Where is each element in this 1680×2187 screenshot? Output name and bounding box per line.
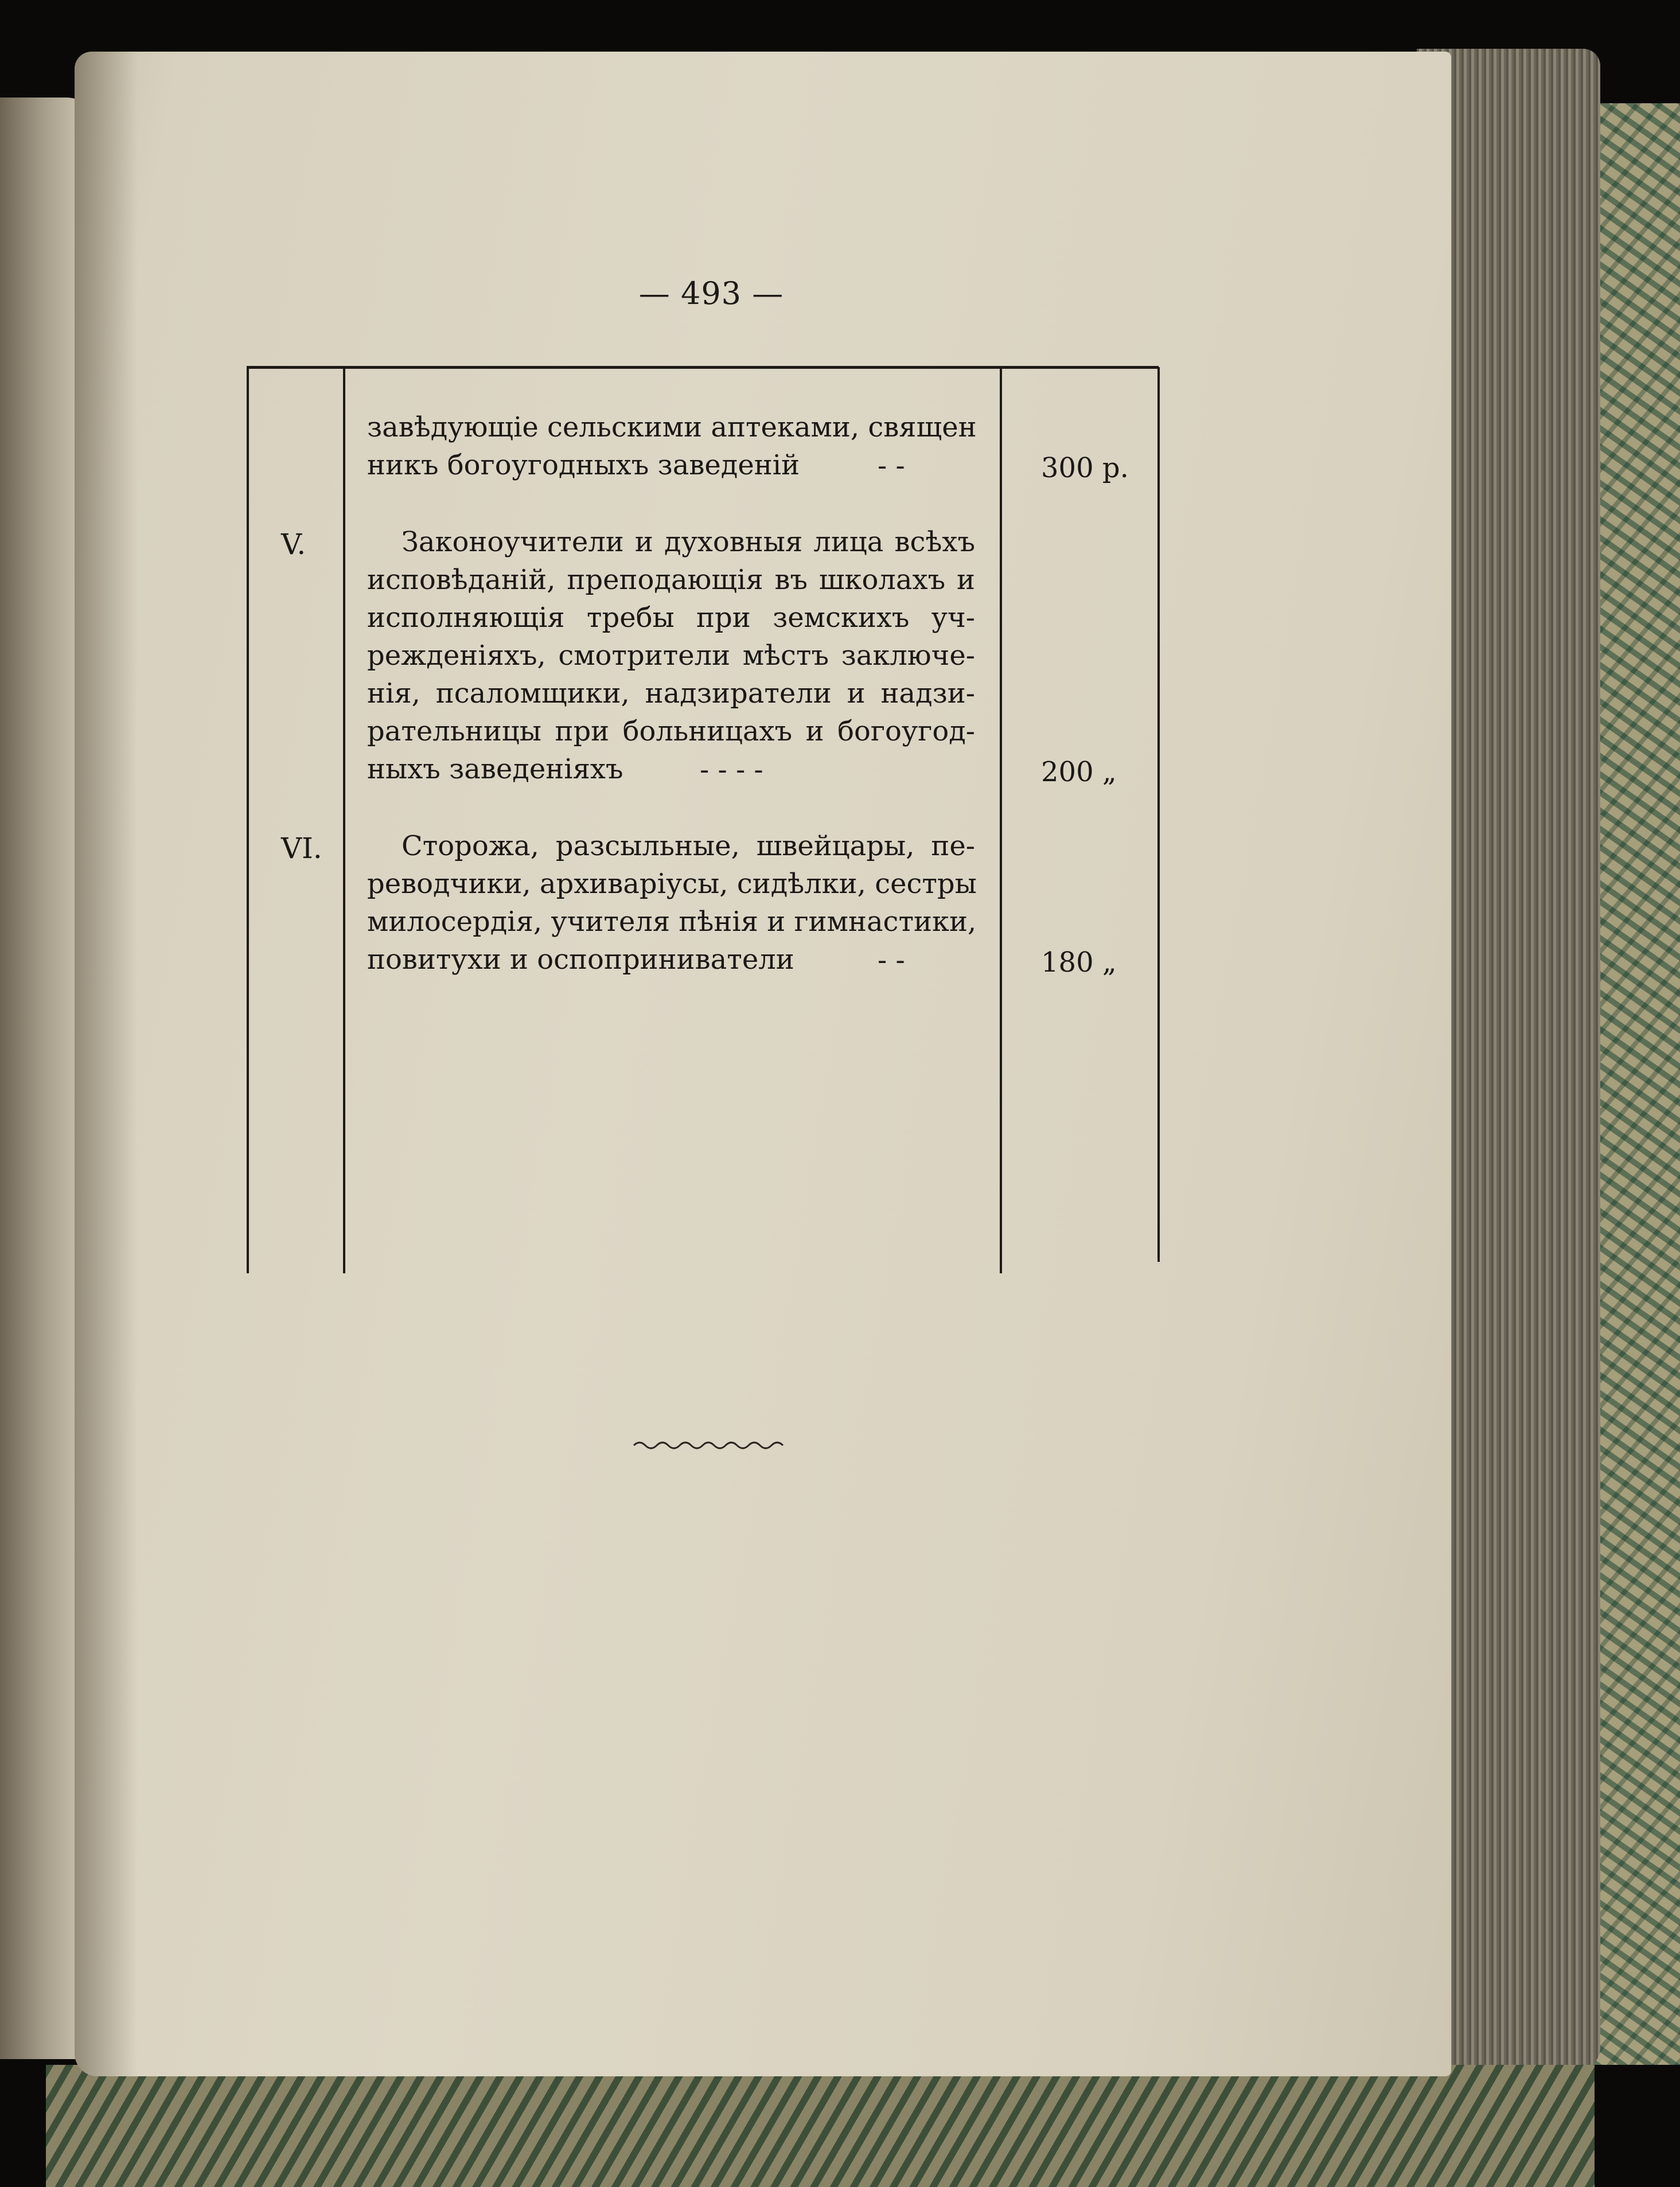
page-number: — 493 — (638, 275, 784, 311)
row-text-line: повитухи и оспоприниватели (367, 944, 794, 976)
row-text-line: милосердія, учителя пѣнія и гимнастики, (367, 906, 977, 938)
row-text-line: завѣдующіе сельскими аптеками, священ (367, 411, 977, 443)
row-text-line: Законоучители и духовныя лица всѣхъ (402, 526, 975, 558)
amount: 300 р. (1041, 452, 1129, 484)
row-text-line: никъ богоугодныхъ заведеній (367, 449, 800, 481)
table-border-roman (343, 367, 345, 1273)
amount: 180 „ (1041, 946, 1117, 979)
leader-dashes: - - (878, 450, 905, 482)
amount: 200 „ (1041, 756, 1117, 788)
leader-dashes: - - - - (700, 754, 763, 786)
table-border-amount (1000, 367, 1002, 1273)
leader-dashes: - - (878, 944, 905, 976)
row-text-line: реводчики, архиваріусы, сидѣлки, сестры (367, 868, 977, 900)
table-border-left (247, 367, 249, 1273)
book-page (75, 52, 1451, 2076)
row-text-line: исповѣданій, преподающія въ школахъ и (367, 564, 975, 596)
row-text-line: режденіяхъ, смотрители мѣстъ заключе- (367, 640, 975, 672)
row-text-line: исполняющія требы при земскихъ уч- (367, 602, 975, 634)
row-text-line: ныхъ заведеніяхъ (367, 753, 623, 785)
row-text-line: Сторожа, разсыльные, швейцары, пе- (402, 830, 975, 862)
table-top-rule (247, 366, 1159, 369)
row-text-line: нія, псаломщики, надзиратели и надзи- (367, 677, 975, 709)
gutter-shadow (75, 52, 138, 2076)
row-roman-numeral: V. (281, 528, 306, 561)
row-text-line: рательницы при больницахъ и богоугод- (367, 715, 975, 747)
bottom-cover-edge (46, 2065, 1595, 2187)
wavy-ornament (631, 1437, 792, 1454)
row-roman-numeral: VI. (281, 832, 322, 865)
table-border-right (1157, 367, 1160, 1262)
